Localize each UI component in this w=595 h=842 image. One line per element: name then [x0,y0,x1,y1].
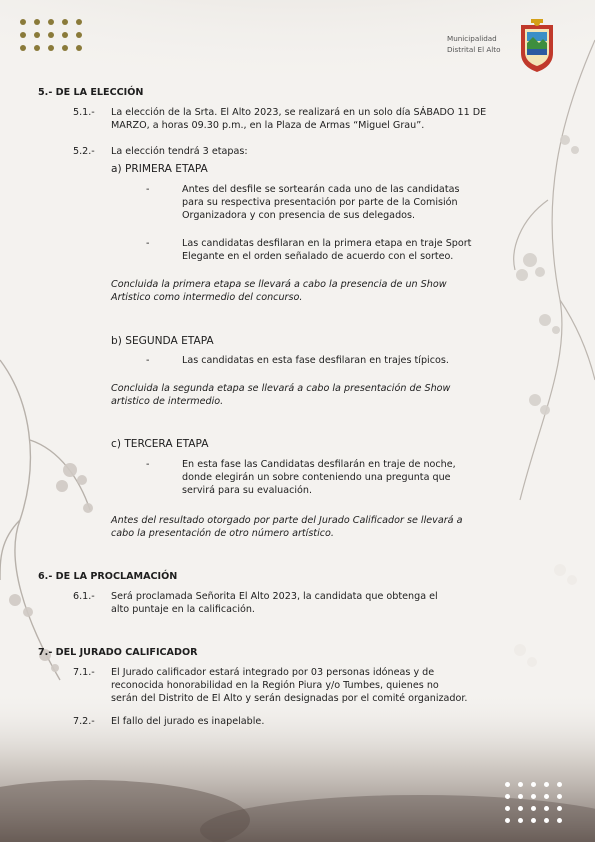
item-7-1-number: 7.1.- [73,667,95,678]
item-7-2-number: 7.2.- [73,716,95,727]
etapa-b-note-line-1: Concluida la segunda etapa se llevará a cabo la presentación de Show [111,383,451,394]
municipality-line-1: Municipalidad [447,34,497,43]
etapa-c-note-line-2: cabo la presentación de otro número artístico. [111,528,334,539]
etapa-a-bullet-2-dash: - [146,238,150,249]
item-7-1-line-2: reconocida honorabilidad en la Región Piura y/o Tumbes, quienes no [111,680,439,691]
item-6-1-number: 6.1.- [73,591,95,602]
etapa-a-bullet-1-line-1: Antes del desfile se sortearán cada uno de las candidatas [182,184,460,195]
etapa-a-bullet-1-line-2: para su respectiva presentación por parte de la Comisión [182,197,458,208]
etapa-a-bullet-1-dash: - [146,184,150,195]
item-7-2-text: El fallo del jurado es inapelable. [111,716,265,727]
etapa-a-bullet-2-line-1: Las candidatas desfilaran en la primera etapa en traje Sport [182,238,472,249]
etapa-a-bullet-1-line-3: Organizadora y con presencia de sus delegados. [182,210,416,221]
etapa-a-bullet-2-line-2: Elegante en el orden señalado de acuerdo con el sorteo. [182,251,454,262]
item-6-1-line-1: Será proclamada Señorita El Alto 2023, la candidata que obtenga el [111,591,438,602]
etapa-c-label: c) TERCERA ETAPA [111,438,209,450]
etapa-c-bullet-1-line-1: En esta fase las Candidatas desfilarán en traje de noche, [182,459,456,470]
item-5-1-line-1: La elección de la Srta. El Alto 2023, se realizará en un solo día SÁBADO 11 DE [111,107,487,118]
item-6-1-line-2: alto puntaje en la calificación. [111,604,255,615]
etapa-b-bullet-1-dash: - [146,355,150,366]
etapa-a-note-line-1: Concluida la primera etapa se llevará a cabo la presencia de un Show [111,279,447,290]
section-6-heading: 6.- DE LA PROCLAMACIÓN [38,571,178,582]
etapa-a-note-line-2: Artistico como intermedio del concurso. [111,292,303,303]
etapa-a-label: a) PRIMERA ETAPA [111,163,208,175]
etapa-c-bullet-1-line-3: servirá para su evaluación. [182,485,313,496]
item-5-2-number: 5.2.- [73,146,95,157]
etapa-b-bullet-1-line-1: Las candidatas en esta fase desfilaran en trajes típicos. [182,355,449,366]
etapa-c-bullet-1-line-2: donde elegirán un sobre conteniendo una pregunta que [182,472,451,483]
item-5-1-number: 5.1.- [73,107,95,118]
item-7-1-line-3: serán del Distrito de El Alto y serán designadas por el comité organizador. [111,693,468,704]
etapa-b-label: b) SEGUNDA ETAPA [111,335,214,347]
municipality-line-2: Distrital El Alto [447,44,501,54]
item-5-2-text: La elección tendrá 3 etapas: [111,146,248,157]
section-7-heading: 7.- DEL JURADO CALIFICADOR [38,647,198,658]
etapa-c-bullet-1-dash: - [146,459,150,470]
section-5-heading: 5.- DE LA ELECCIÓN [38,87,144,98]
item-7-1-line-1: El Jurado calificador estará integrado por 03 personas idóneas y de [111,667,435,678]
etapa-c-note-line-1: Antes del resultado otorgado por parte del Jurado Calificador se llevará a [111,515,463,526]
item-5-1-line-2: MARZO, a horas 09.30 p.m., en la Plaza de Armas “Miguel Grau”. [111,120,425,131]
etapa-b-note-line-2: artistico de intermedio. [111,396,224,407]
